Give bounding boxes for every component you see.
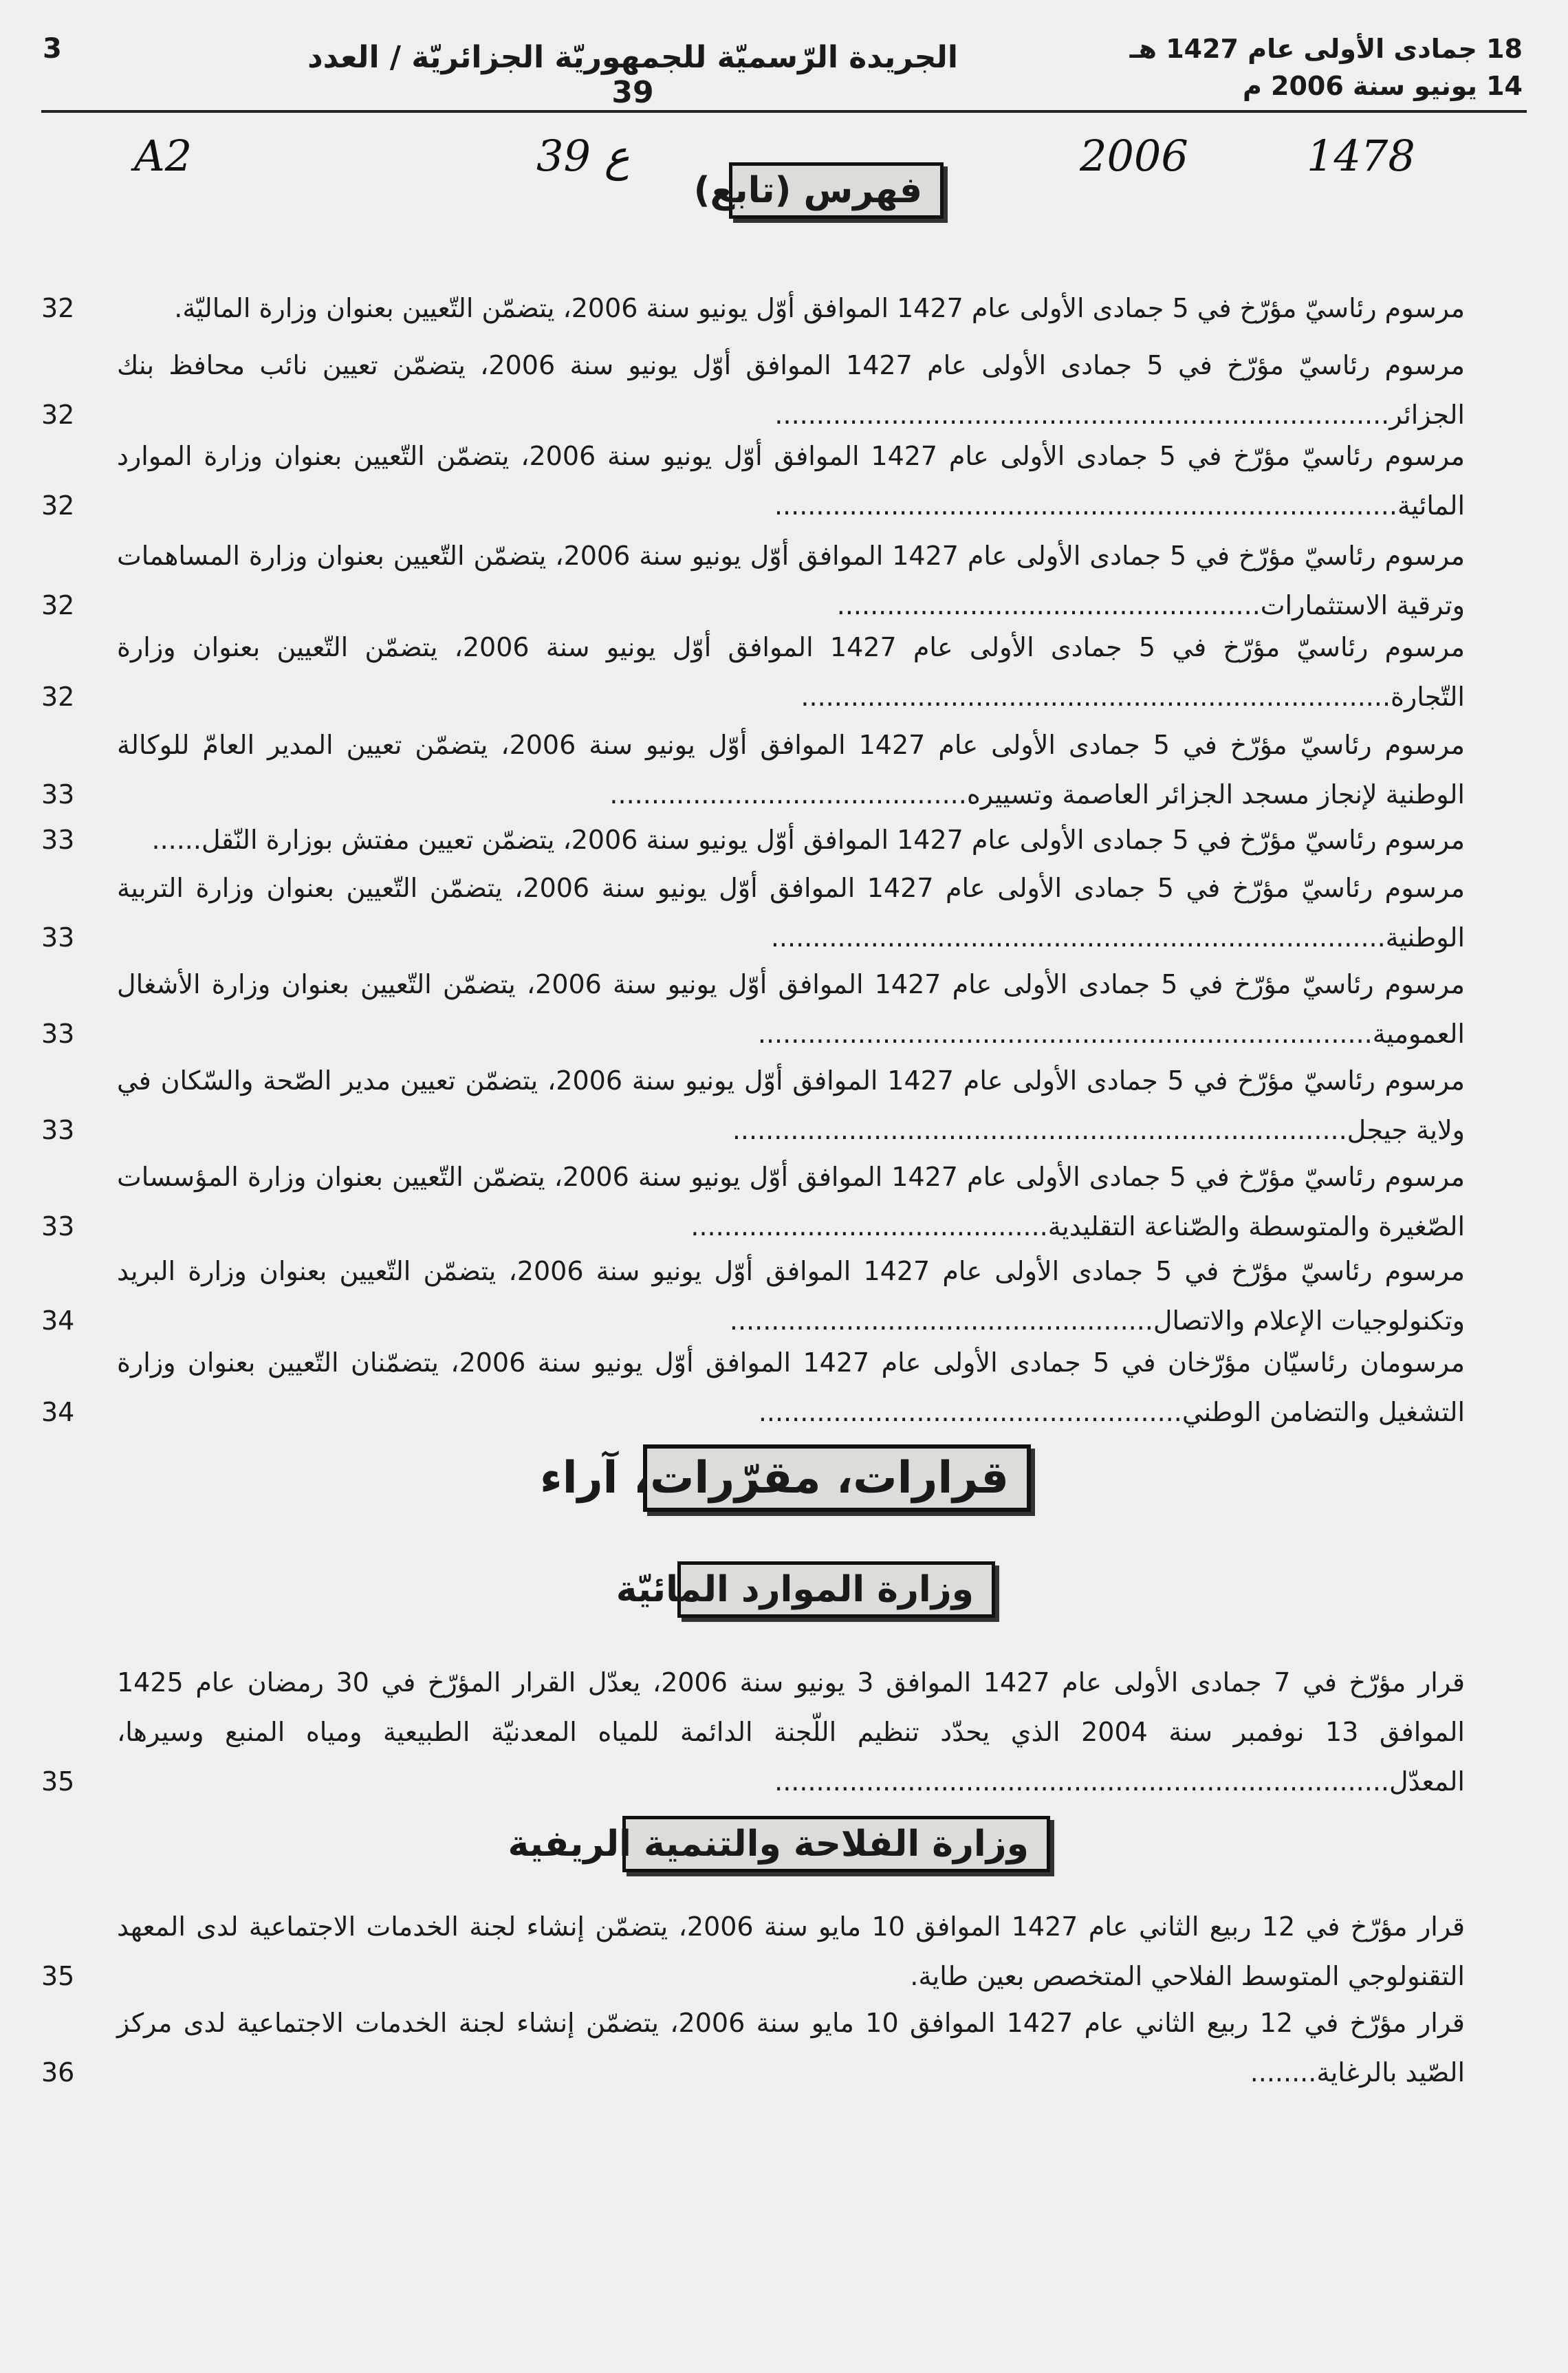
toc-entry [41, 960, 1465, 1059]
entry-text: مرسوم رئاسيّ مؤرّخ في 5 جمادى الأولى عام 1427 الموافق أوّل يونيو سنة 2006، يتضمّن التّعيين بعنوان وزارة الأشغال العمومية.......................................................................... [117, 969, 1465, 1049]
handwritten-mark-number: 1478 [1307, 131, 1415, 181]
ministry-water-heading: وزارة الموارد المائيّة [677, 1561, 995, 1618]
entry-page: 32 [41, 590, 75, 620]
handwritten-mark-year: 2006 [1080, 131, 1188, 181]
entry-text: مرسومان رئاسيّان مؤرّخان في 5 جمادى الأولى عام 1427 الموافق أوّل يونيو سنة 2006، يتضمّنان التّعيين بعنوان وزارة التشغيل والتضامن الوطني................................................... [117, 1347, 1465, 1427]
toc-entry [41, 340, 1465, 440]
entry-page: 33 [41, 1115, 75, 1145]
toc-entry [41, 1338, 1465, 1437]
toc-entry [41, 720, 1465, 819]
entry-text: مرسوم رئاسيّ مؤرّخ في 5 جمادى الأولى عام 1427 الموافق أوّل يونيو سنة 2006، يتضمّن التّعيين بعنوان وزارة الماليّة. [174, 293, 1465, 323]
entry-text: مرسوم رئاسيّ مؤرّخ في 5 جمادى الأولى عام 1427 الموافق أوّل يونيو سنة 2006، يتضمّن تعيين مفتش بوزارة النّقل...... [151, 825, 1465, 855]
entry-page: 33 [41, 1019, 75, 1049]
entry-text: مرسوم رئاسيّ مؤرّخ في 5 جمادى الأولى عام 1427 الموافق أوّل يونيو سنة 2006، يتضمّن تعيين المدير العامّ للوكالة الوطنية لإنجاز مسجد الجزائر العاصمة وتسييره........................................... [117, 730, 1465, 810]
entry-page: 35 [41, 1961, 75, 1991]
decisions-section-heading: قرارات، مقرّرات، آراء [643, 1444, 1031, 1512]
toc-entry [41, 1998, 1465, 2097]
entry-page: 32 [41, 293, 75, 323]
entry-text: مرسوم رئاسيّ مؤرّخ في 5 جمادى الأولى عام 1427 الموافق أوّل يونيو سنة 2006، يتضمّن تعيين مدير الصّحة والسّكان في ولاية جيجل.......................................................................... [117, 1065, 1465, 1145]
entry-page: 36 [41, 2057, 75, 2088]
entry-page: 32 [41, 490, 75, 521]
entry-text: مرسوم رئاسيّ مؤرّخ في 5 جمادى الأولى عام 1427 الموافق أوّل يونيو سنة 2006، يتضمّن التّعيين بعنوان وزارة الموارد المائية........................................................................... [117, 441, 1465, 521]
entry-text: قرار مؤرّخ في 12 ربيع الثاني عام 1427 الموافق 10 مايو سنة 2006، يتضمّن إنشاء لجنة الخدمات الاجتماعية لدى المعهد التقنولوجي المتوسط الفلاحي المتخصص بعين طاية. [117, 1911, 1465, 1991]
entry-text: مرسوم رئاسيّ مؤرّخ في 5 جمادى الأولى عام 1427 الموافق أوّل يونيو سنة 2006، يتضمّن تعيين نائب محافظ بنك الجزائر.......................................................................... [117, 350, 1465, 430]
toc-heading: فهرس (تابع) [729, 162, 944, 219]
toc-entry [41, 283, 1465, 333]
entry-text: قرار مؤرّخ في 12 ربيع الثاني عام 1427 الموافق 10 مايو سنة 2006، يتضمّن إنشاء لجنة الخدمات الاجتماعية لدى مركز الصّيد بالرغاية........ [117, 2008, 1465, 2088]
entry-page: 32 [41, 682, 75, 712]
toc-entry [41, 431, 1465, 530]
toc-entry [41, 1152, 1465, 1251]
entry-text: مرسوم رئاسيّ مؤرّخ في 5 جمادى الأولى عام 1427 الموافق أوّل يونيو سنة 2006، يتضمّن التّعيين بعنوان وزارة المساهمات وترقية الاستثمارات................................................... [117, 541, 1465, 620]
issue-date [1130, 30, 1523, 105]
toc-entry [41, 1902, 1465, 2001]
header-divider [41, 110, 1527, 113]
toc-entry [41, 1056, 1465, 1155]
toc-entry [41, 815, 1465, 865]
entry-text: مرسوم رئاسيّ مؤرّخ في 5 جمادى الأولى عام 1427 الموافق أوّل يونيو سنة 2006، يتضمّن التّعيين بعنوان وزارة التّجارة....................................................................... [117, 632, 1465, 712]
toc-entry [41, 1658, 1465, 1806]
hijri-date: 18 جمادى الأولى عام 1427 هـ [1129, 34, 1523, 64]
toc-entry [41, 531, 1465, 630]
entry-page: 34 [41, 1305, 75, 1336]
entry-page: 34 [41, 1397, 75, 1427]
gregorian-date: 14 يونيو سنة 2006 م [1242, 71, 1523, 101]
entry-text: مرسوم رئاسيّ مؤرّخ في 5 جمادى الأولى عام 1427 الموافق أوّل يونيو سنة 2006، يتضمّن التّعيين بعنوان وزارة المؤسسات الصّغيرة والمتوسطة والصّناعة التقليدية........................................... [117, 1162, 1465, 1242]
handwritten-mark-a2: A2 [134, 131, 193, 181]
entry-text: مرسوم رئاسيّ مؤرّخ في 5 جمادى الأولى عام 1427 الموافق أوّل يونيو سنة 2006، يتضمّن التّعيين بعنوان وزارة التربية الوطنية.......................................................................... [117, 873, 1465, 953]
entry-page: 33 [41, 1211, 75, 1242]
toc-entry [41, 622, 1465, 722]
ministry-agriculture-heading: وزارة الفلاحة والتنمية الريفية [622, 1816, 1050, 1872]
handwritten-mark-issue: 39 ع [536, 131, 630, 181]
entry-page: 33 [41, 779, 75, 810]
entry-page: 35 [41, 1766, 75, 1797]
entry-text: مرسوم رئاسيّ مؤرّخ في 5 جمادى الأولى عام 1427 الموافق أوّل يونيو سنة 2006، يتضمّن التّعيين بعنوان وزارة البريد وتكنولوجيات الإعلام والاتصال................................................... [117, 1256, 1465, 1336]
page-number: 3 [43, 33, 62, 65]
entry-page: 32 [41, 400, 75, 430]
entry-page: 33 [41, 922, 75, 953]
gazette-title: الجريدة الرّسميّة للجمهوريّة الجزائريّة / العدد 39 [307, 40, 958, 110]
entry-text: قرار مؤرّخ في 7 جمادى الأولى عام 1427 الموافق 3 يونيو سنة 2006، يعدّل القرار المؤرّخ في 30 رمضان عام 1425 الموافق 13 نوفمبر سنة 2004 الذي يحدّد تنظيم اللّجنة الدائمة للمياه المعدنيّة الطبيعية ومياه المنبع وسيرها، المعدّل.......................................................................... [117, 1667, 1465, 1797]
toc-entry [41, 1246, 1465, 1345]
entry-page: 33 [41, 825, 75, 855]
toc-entry [41, 863, 1465, 962]
